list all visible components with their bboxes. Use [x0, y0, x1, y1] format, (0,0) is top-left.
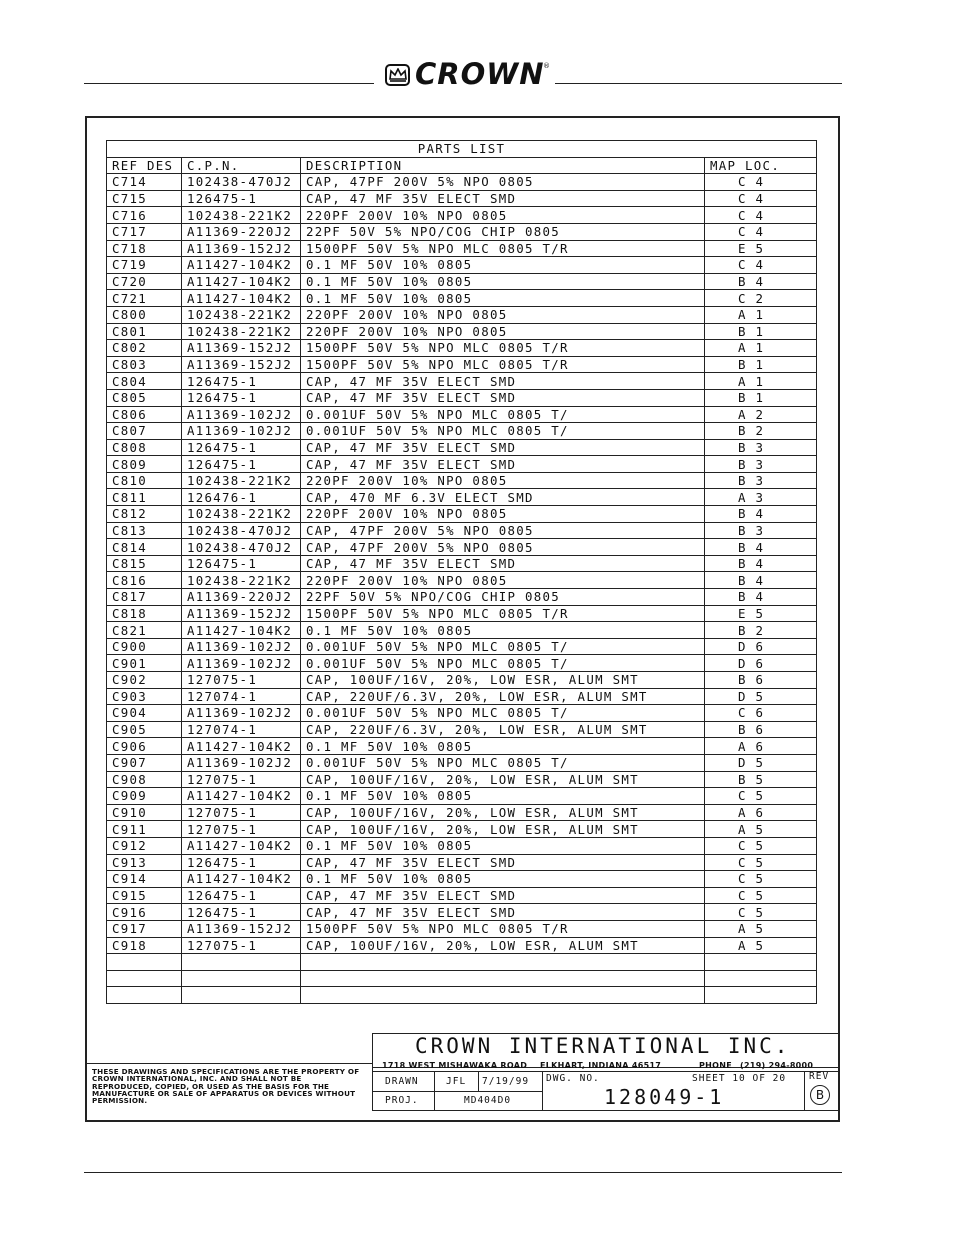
cell-ref-des: C809	[107, 456, 182, 473]
cell-description: 0.001UF 50V 5% NPO MLC 0805 T/	[301, 705, 705, 722]
cell-cpn: 126475-1	[182, 373, 301, 390]
cell-description: 0.001UF 50V 5% NPO MLC 0805 T/	[301, 423, 705, 440]
cell-description: CAP, 47 MF 35V ELECT SMD	[301, 456, 705, 473]
table-row	[107, 672, 817, 689]
cell-map-loc: C 5	[705, 871, 817, 888]
cell-description	[301, 970, 705, 987]
cell-ref-des: C905	[107, 721, 182, 738]
cell-map-loc: C 5	[705, 887, 817, 904]
table-row	[107, 290, 817, 307]
cell-ref-des: C913	[107, 854, 182, 871]
cell-cpn: 127075-1	[182, 672, 301, 689]
table-row	[107, 721, 817, 738]
table-row	[107, 306, 817, 323]
cell-map-loc: B 6	[705, 672, 817, 689]
cell-cpn: 102438-470J2	[182, 174, 301, 191]
cell-description: CAP, 47 MF 35V ELECT SMD	[301, 904, 705, 921]
sheet-number: SHEET 10 OF 20	[692, 1073, 787, 1084]
cell-cpn: 126475-1	[182, 190, 301, 207]
cell-ref-des: C803	[107, 356, 182, 373]
title-block-rule	[434, 1071, 435, 1111]
cell-description: 0.1 MF 50V 10% 0805	[301, 273, 705, 290]
cell-description: CAP, 100UF/16V, 20%, LOW ESR, ALUM SMT	[301, 672, 705, 689]
cell-ref-des: C904	[107, 705, 182, 722]
cell-map-loc: B 2	[705, 622, 817, 639]
cell-map-loc: C 5	[705, 904, 817, 921]
registered-mark: ®	[543, 62, 550, 70]
table-row	[107, 622, 817, 639]
company-name: CROWN INTERNATIONAL INC.	[415, 1034, 791, 1058]
cell-ref-des: C907	[107, 754, 182, 771]
cell-ref-des: C815	[107, 555, 182, 572]
table-row	[107, 174, 817, 191]
cell-cpn: A11369-152J2	[182, 605, 301, 622]
cell-map-loc: B 4	[705, 273, 817, 290]
cell-description: CAP, 220UF/6.3V, 20%, LOW ESR, ALUM SMT	[301, 688, 705, 705]
cell-cpn: 126475-1	[182, 555, 301, 572]
cell-cpn: A11427-104K2	[182, 622, 301, 639]
cell-ref-des: C718	[107, 240, 182, 257]
cell-map-loc: C 4	[705, 257, 817, 274]
parts-list-title: PARTS LIST	[107, 141, 817, 158]
cell-map-loc	[705, 970, 817, 987]
cell-cpn: A11369-102J2	[182, 638, 301, 655]
title-block-rule	[804, 1071, 805, 1111]
table-row	[107, 754, 817, 771]
cell-map-loc: A 6	[705, 738, 817, 755]
cell-ref-des: C717	[107, 223, 182, 240]
table-row	[107, 506, 817, 523]
table-row	[107, 423, 817, 440]
cell-map-loc: A 2	[705, 406, 817, 423]
table-row	[107, 605, 817, 622]
cell-description: 220PF 200V 10% NPO 0805	[301, 207, 705, 224]
cell-map-loc: B 5	[705, 771, 817, 788]
phone-label: PHONE	[699, 1061, 733, 1070]
cell-description: 0.1 MF 50V 10% 0805	[301, 738, 705, 755]
table-row	[107, 340, 817, 357]
table-row	[107, 572, 817, 589]
cell-cpn	[182, 970, 301, 987]
cell-ref-des: C804	[107, 373, 182, 390]
cell-ref-des	[107, 954, 182, 971]
table-row	[107, 771, 817, 788]
cell-map-loc: B 3	[705, 472, 817, 489]
cell-description: CAP, 47PF 200V 5% NPO 0805	[301, 174, 705, 191]
table-row	[107, 788, 817, 805]
cell-ref-des: C903	[107, 688, 182, 705]
cell-ref-des: C918	[107, 937, 182, 954]
cell-cpn: A11427-104K2	[182, 257, 301, 274]
cell-map-loc: B 1	[705, 356, 817, 373]
cell-cpn: A11369-102J2	[182, 406, 301, 423]
cell-description: CAP, 47 MF 35V ELECT SMD	[301, 389, 705, 406]
cell-map-loc: D 6	[705, 638, 817, 655]
cell-ref-des: C818	[107, 605, 182, 622]
cell-cpn: A11369-102J2	[182, 655, 301, 672]
column-header-map-loc: MAP LOC.	[705, 157, 817, 174]
brand-name: CROWN	[415, 57, 545, 91]
table-row	[107, 489, 817, 506]
cell-description: 0.001UF 50V 5% NPO MLC 0805 T/	[301, 655, 705, 672]
cell-cpn: A11369-220J2	[182, 589, 301, 606]
cell-description: CAP, 100UF/16V, 20%, LOW ESR, ALUM SMT	[301, 937, 705, 954]
parts-list-body	[107, 174, 817, 1004]
cell-ref-des: C915	[107, 887, 182, 904]
cell-cpn: 126475-1	[182, 389, 301, 406]
table-row	[107, 887, 817, 904]
cell-cpn: A11427-104K2	[182, 871, 301, 888]
cell-description: 22PF 50V 5% NPO/COG CHIP 0805	[301, 589, 705, 606]
cell-cpn	[182, 954, 301, 971]
cell-description: 220PF 200V 10% NPO 0805	[301, 506, 705, 523]
cell-ref-des: C908	[107, 771, 182, 788]
table-row	[107, 655, 817, 672]
cell-map-loc: B 3	[705, 439, 817, 456]
cell-map-loc: A 3	[705, 489, 817, 506]
cell-ref-des: C911	[107, 821, 182, 838]
cell-cpn: 102438-221K2	[182, 306, 301, 323]
cell-cpn: 102438-221K2	[182, 472, 301, 489]
title-block-rule	[372, 1091, 543, 1092]
crown-icon	[385, 64, 410, 86]
table-row	[107, 638, 817, 655]
cell-ref-des: C910	[107, 804, 182, 821]
rev-label: REV	[809, 1071, 830, 1082]
cell-cpn: 127075-1	[182, 771, 301, 788]
cell-description: 220PF 200V 10% NPO 0805	[301, 306, 705, 323]
cell-description: CAP, 47PF 200V 5% NPO 0805	[301, 539, 705, 556]
cell-cpn: 126475-1	[182, 887, 301, 904]
cell-cpn: 102438-221K2	[182, 572, 301, 589]
cell-description: CAP, 47 MF 35V ELECT SMD	[301, 887, 705, 904]
legal-notice: THESE DRAWINGS AND SPECIFICATIONS ARE THE PROPERTY OF CROWN INTERNATIONAL, INC. AND SHALL NOT BE REPRODUCED, COPIED, OR USED AS THE BASIS FOR THE MANUFACTURE OR SALE OF APPARATUS OR DEVICES WITHOUT PERMISSION.	[92, 1067, 360, 1106]
drawn-by: JFL	[446, 1076, 467, 1087]
cell-map-loc: A 5	[705, 937, 817, 954]
table-row	[107, 738, 817, 755]
cell-cpn: A11369-220J2	[182, 223, 301, 240]
cell-ref-des: C806	[107, 406, 182, 423]
cell-map-loc: E 5	[705, 605, 817, 622]
cell-description: 1500PF 50V 5% NPO MLC 0805 T/R	[301, 605, 705, 622]
cell-map-loc: C 4	[705, 174, 817, 191]
cell-description: 1500PF 50V 5% NPO MLC 0805 T/R	[301, 920, 705, 937]
table-row	[107, 837, 817, 854]
cell-map-loc: B 2	[705, 423, 817, 440]
table-row	[107, 589, 817, 606]
table-row	[107, 688, 817, 705]
column-header-cpn: C.P.N.	[182, 157, 301, 174]
cell-description: CAP, 220UF/6.3V, 20%, LOW ESR, ALUM SMT	[301, 721, 705, 738]
cell-cpn: 127074-1	[182, 688, 301, 705]
cell-description: CAP, 47 MF 35V ELECT SMD	[301, 190, 705, 207]
cell-description: 0.001UF 50V 5% NPO MLC 0805 T/	[301, 754, 705, 771]
cell-cpn: A11369-152J2	[182, 920, 301, 937]
cell-map-loc: B 4	[705, 572, 817, 589]
cell-cpn: A11427-104K2	[182, 837, 301, 854]
cell-cpn: A11427-104K2	[182, 290, 301, 307]
cell-map-loc: A 5	[705, 821, 817, 838]
header-rule-left	[84, 83, 374, 84]
cell-description: CAP, 47 MF 35V ELECT SMD	[301, 439, 705, 456]
table-row	[107, 522, 817, 539]
cell-description: 0.1 MF 50V 10% 0805	[301, 290, 705, 307]
cell-cpn: 126475-1	[182, 439, 301, 456]
cell-ref-des: C909	[107, 788, 182, 805]
table-row	[107, 987, 817, 1004]
revision-badge: B	[810, 1085, 830, 1105]
cell-ref-des: C716	[107, 207, 182, 224]
table-row	[107, 439, 817, 456]
cell-map-loc: B 4	[705, 555, 817, 572]
table-row	[107, 871, 817, 888]
cell-ref-des: C810	[107, 472, 182, 489]
company-address: 1718 WEST MISHAWAKA ROAD	[382, 1061, 528, 1070]
cell-cpn: 102438-221K2	[182, 207, 301, 224]
cell-ref-des: C917	[107, 920, 182, 937]
cell-ref-des: C900	[107, 638, 182, 655]
title-block-rule	[478, 1071, 479, 1091]
cell-cpn: A11369-102J2	[182, 423, 301, 440]
table-row	[107, 539, 817, 556]
cell-ref-des: C816	[107, 572, 182, 589]
cell-description: 1500PF 50V 5% NPO MLC 0805 T/R	[301, 356, 705, 373]
cell-description: 220PF 200V 10% NPO 0805	[301, 323, 705, 340]
cell-cpn: 102438-221K2	[182, 323, 301, 340]
cell-ref-des: C811	[107, 489, 182, 506]
cell-description	[301, 954, 705, 971]
legal-divider	[85, 1063, 372, 1064]
cell-ref-des: C719	[107, 257, 182, 274]
cell-map-loc: D 5	[705, 754, 817, 771]
column-header-ref-des: REF DES	[107, 157, 182, 174]
cell-description: 0.1 MF 50V 10% 0805	[301, 837, 705, 854]
cell-ref-des: C808	[107, 439, 182, 456]
cell-ref-des: C914	[107, 871, 182, 888]
cell-cpn: A11369-102J2	[182, 705, 301, 722]
cell-map-loc: E 5	[705, 240, 817, 257]
parts-list-table	[106, 140, 817, 1004]
cell-map-loc: A 1	[705, 373, 817, 390]
title-block-rule	[542, 1071, 543, 1111]
cell-cpn: 102438-470J2	[182, 539, 301, 556]
cell-ref-des: C807	[107, 423, 182, 440]
cell-map-loc: C 6	[705, 705, 817, 722]
table-row	[107, 257, 817, 274]
title-block	[372, 1033, 840, 1111]
table-row	[107, 190, 817, 207]
cell-map-loc	[705, 987, 817, 1004]
cell-cpn: 127075-1	[182, 804, 301, 821]
cell-cpn: A11427-104K2	[182, 738, 301, 755]
cell-ref-des: C814	[107, 539, 182, 556]
footer-rule	[84, 1172, 842, 1173]
cell-description: CAP, 470 MF 6.3V ELECT SMD	[301, 489, 705, 506]
cell-description: 0.1 MF 50V 10% 0805	[301, 622, 705, 639]
cell-map-loc: C 4	[705, 207, 817, 224]
cell-ref-des: C902	[107, 672, 182, 689]
crown-logo	[385, 57, 550, 91]
cell-cpn: 102438-221K2	[182, 506, 301, 523]
cell-ref-des: C813	[107, 522, 182, 539]
table-row	[107, 356, 817, 373]
cell-map-loc: B 4	[705, 589, 817, 606]
cell-description: CAP, 47 MF 35V ELECT SMD	[301, 373, 705, 390]
cell-map-loc: C 4	[705, 223, 817, 240]
proj-label: PROJ.	[385, 1095, 419, 1106]
cell-ref-des: C801	[107, 323, 182, 340]
table-row	[107, 240, 817, 257]
cell-ref-des: C821	[107, 622, 182, 639]
column-header-description: DESCRIPTION	[301, 157, 705, 174]
cell-ref-des: C812	[107, 506, 182, 523]
table-row	[107, 472, 817, 489]
cell-description: 0.1 MF 50V 10% 0805	[301, 788, 705, 805]
cell-ref-des: C800	[107, 306, 182, 323]
cell-map-loc: A 5	[705, 920, 817, 937]
cell-ref-des: C805	[107, 389, 182, 406]
cell-description: CAP, 100UF/16V, 20%, LOW ESR, ALUM SMT	[301, 771, 705, 788]
cell-description: CAP, 100UF/16V, 20%, LOW ESR, ALUM SMT	[301, 821, 705, 838]
cell-cpn: A11369-152J2	[182, 356, 301, 373]
cell-description: CAP, 100UF/16V, 20%, LOW ESR, ALUM SMT	[301, 804, 705, 821]
table-row	[107, 273, 817, 290]
drawing-number: 128049-1	[604, 1085, 725, 1109]
cell-cpn: A11427-104K2	[182, 273, 301, 290]
table-row	[107, 904, 817, 921]
table-row	[107, 389, 817, 406]
cell-ref-des: C906	[107, 738, 182, 755]
cell-cpn: 127075-1	[182, 821, 301, 838]
cell-ref-des: C714	[107, 174, 182, 191]
table-row	[107, 970, 817, 987]
cell-cpn: A11369-152J2	[182, 240, 301, 257]
table-row	[107, 804, 817, 821]
cell-cpn: 127075-1	[182, 937, 301, 954]
table-row	[107, 854, 817, 871]
cell-description: 0.1 MF 50V 10% 0805	[301, 257, 705, 274]
table-row	[107, 705, 817, 722]
table-row	[107, 223, 817, 240]
table-row	[107, 406, 817, 423]
cell-ref-des: C916	[107, 904, 182, 921]
cell-map-loc	[705, 954, 817, 971]
cell-cpn: 126476-1	[182, 489, 301, 506]
cell-ref-des: C721	[107, 290, 182, 307]
cell-description: CAP, 47 MF 35V ELECT SMD	[301, 854, 705, 871]
title-block-rule	[372, 1071, 840, 1072]
cell-cpn: A11369-102J2	[182, 754, 301, 771]
header-rule-right	[555, 83, 842, 84]
cell-map-loc: C 4	[705, 190, 817, 207]
cell-ref-des: C817	[107, 589, 182, 606]
company-phone: (219) 294-8000	[740, 1061, 814, 1070]
cell-map-loc: B 6	[705, 721, 817, 738]
table-row	[107, 920, 817, 937]
cell-map-loc: B 4	[705, 506, 817, 523]
cell-description: 0.001UF 50V 5% NPO MLC 0805 T/	[301, 638, 705, 655]
company-city: ELKHART, INDIANA 46517	[540, 1061, 662, 1070]
cell-ref-des: C912	[107, 837, 182, 854]
cell-description: 1500PF 50V 5% NPO MLC 0805 T/R	[301, 340, 705, 357]
cell-map-loc: B 4	[705, 539, 817, 556]
cell-cpn: 127074-1	[182, 721, 301, 738]
cell-description: 220PF 200V 10% NPO 0805	[301, 472, 705, 489]
cell-description: CAP, 47 MF 35V ELECT SMD	[301, 555, 705, 572]
cell-map-loc: D 6	[705, 655, 817, 672]
cell-map-loc: B 1	[705, 389, 817, 406]
table-row	[107, 821, 817, 838]
table-row	[107, 456, 817, 473]
table-row	[107, 373, 817, 390]
table-row	[107, 555, 817, 572]
cell-ref-des: C715	[107, 190, 182, 207]
cell-map-loc: B 3	[705, 522, 817, 539]
cell-description: 22PF 50V 5% NPO/COG CHIP 0805	[301, 223, 705, 240]
cell-ref-des	[107, 970, 182, 987]
cell-description: CAP, 47PF 200V 5% NPO 0805	[301, 522, 705, 539]
cell-map-loc: C 5	[705, 854, 817, 871]
cell-description: 1500PF 50V 5% NPO MLC 0805 T/R	[301, 240, 705, 257]
cell-cpn: 102438-470J2	[182, 522, 301, 539]
cell-map-loc: B 1	[705, 323, 817, 340]
cell-description: 0.001UF 50V 5% NPO MLC 0805 T/	[301, 406, 705, 423]
cell-map-loc: A 1	[705, 340, 817, 357]
cell-cpn	[182, 987, 301, 1004]
cell-ref-des: C901	[107, 655, 182, 672]
cell-map-loc: B 3	[705, 456, 817, 473]
cell-map-loc: C 5	[705, 788, 817, 805]
cell-ref-des	[107, 987, 182, 1004]
cell-ref-des: C802	[107, 340, 182, 357]
cell-map-loc: A 1	[705, 306, 817, 323]
drawn-date: 7/19/99	[482, 1076, 530, 1087]
cell-description: 220PF 200V 10% NPO 0805	[301, 572, 705, 589]
parts-list-header-row	[107, 157, 817, 174]
cell-ref-des: C720	[107, 273, 182, 290]
cell-cpn: 126475-1	[182, 854, 301, 871]
cell-map-loc: A 6	[705, 804, 817, 821]
project-code: MD404D0	[464, 1095, 512, 1106]
cell-cpn: 126475-1	[182, 456, 301, 473]
table-row	[107, 207, 817, 224]
drawn-label: DRAWN	[385, 1076, 419, 1087]
cell-cpn: A11369-152J2	[182, 340, 301, 357]
cell-cpn: 126475-1	[182, 904, 301, 921]
cell-description	[301, 987, 705, 1004]
cell-cpn: A11427-104K2	[182, 788, 301, 805]
cell-map-loc: C 2	[705, 290, 817, 307]
table-row	[107, 937, 817, 954]
cell-map-loc: C 5	[705, 837, 817, 854]
cell-map-loc: D 5	[705, 688, 817, 705]
cell-description: 0.1 MF 50V 10% 0805	[301, 871, 705, 888]
table-row	[107, 323, 817, 340]
dwg-label: DWG. NO.	[546, 1073, 600, 1084]
table-row	[107, 954, 817, 971]
